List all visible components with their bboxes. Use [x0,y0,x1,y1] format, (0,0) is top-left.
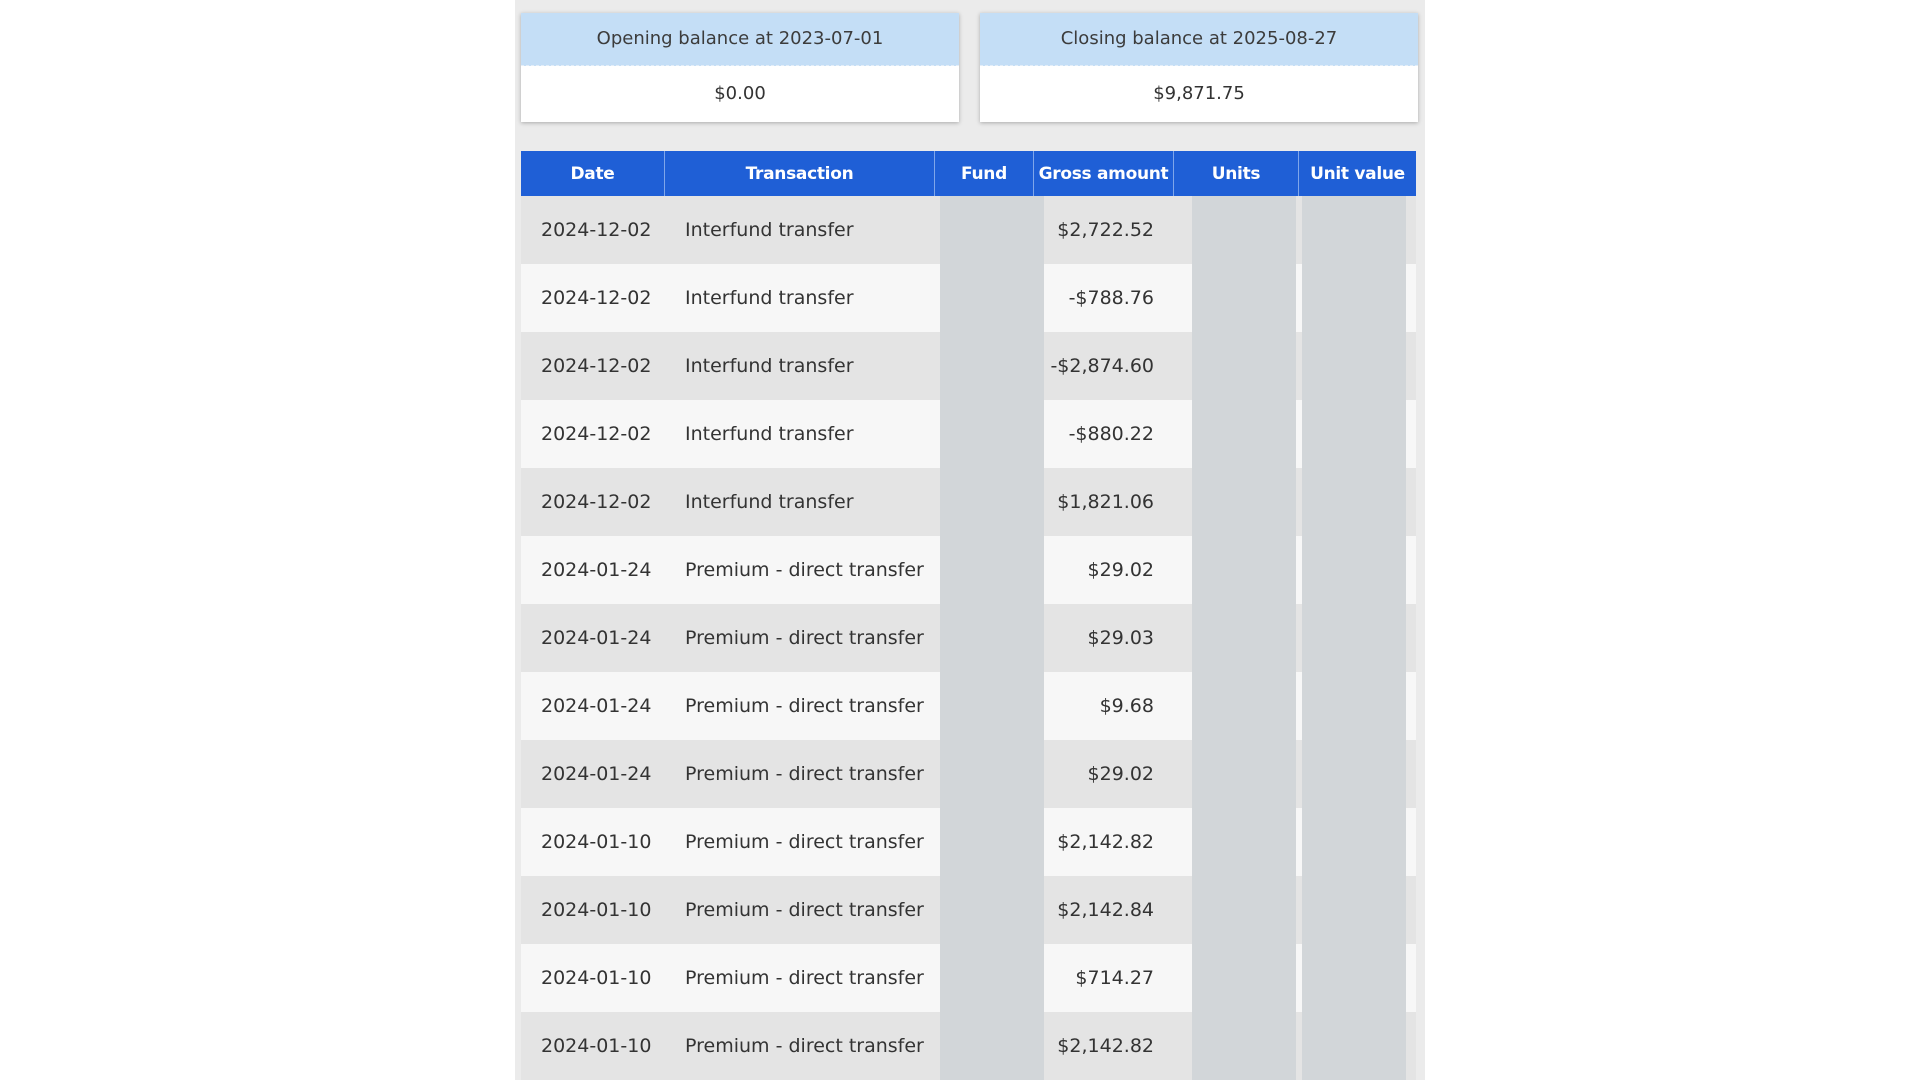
table-row[interactable] [521,196,1416,264]
cell-gross-amount: -$2,874.60 [1050,355,1154,377]
cell-units [1192,264,1296,332]
cell-date: 2024-01-24 [541,559,652,581]
cell-fund [940,876,1044,944]
cell-gross-amount: $1,821.06 [1057,491,1154,513]
cell-unit-value [1302,1012,1406,1080]
cell-date: 2024-01-10 [541,899,652,921]
table-header [521,151,1416,196]
cell-units [1192,672,1296,740]
table-row[interactable] [521,332,1416,400]
table-row[interactable] [521,876,1416,944]
cell-units [1192,740,1296,808]
cell-transaction: Interfund transfer [685,355,854,377]
cell-units [1192,332,1296,400]
transaction-panel [515,0,1425,1080]
row-spacer [1406,944,1416,1012]
table-row[interactable] [521,808,1416,876]
cell-unit-value [1302,740,1406,808]
cell-unit-value [1302,536,1406,604]
cell-units [1192,808,1296,876]
column-header-unit-value[interactable]: Unit value [1310,163,1405,184]
row-spacer [1406,1012,1416,1080]
cell-transaction: Interfund transfer [685,287,854,309]
cell-unit-value [1302,400,1406,468]
table-row[interactable] [521,604,1416,672]
cell-gross-amount: $714.27 [1075,967,1154,989]
table-row[interactable] [521,672,1416,740]
cell-fund [940,332,1044,400]
cell-units [1192,944,1296,1012]
cell-fund [940,1012,1044,1080]
row-spacer [1406,876,1416,944]
cell-fund [940,536,1044,604]
cell-fund [940,468,1044,536]
cell-gross-amount: $2,722.52 [1057,219,1154,241]
cell-date: 2024-01-24 [541,763,652,785]
row-spacer [1406,468,1416,536]
cell-gross-amount: $2,142.84 [1057,899,1154,921]
cell-unit-value [1302,264,1406,332]
cell-unit-value [1302,944,1406,1012]
closing-balance-label: Closing balance at 2025-08-27 [980,13,1418,66]
cell-transaction: Interfund transfer [685,491,854,513]
cell-gross-amount: -$880.22 [1068,423,1154,445]
cell-transaction: Interfund transfer [685,219,854,241]
cell-fund [940,400,1044,468]
row-spacer [1406,536,1416,604]
cell-unit-value [1302,808,1406,876]
transactions-table [521,151,1416,1080]
cell-fund [940,264,1044,332]
column-header-gross-amount[interactable]: Gross amount [1034,151,1174,196]
cell-transaction: Premium - direct transfer [685,627,924,649]
opening-balance-label: Opening balance at 2023-07-01 [521,13,959,66]
cell-date: 2024-12-02 [541,491,652,513]
cell-fund [940,808,1044,876]
cell-unit-value [1302,876,1406,944]
cell-date: 2024-01-10 [541,1035,652,1057]
cell-date: 2024-12-02 [541,423,652,445]
cell-gross-amount: $9.68 [1099,695,1154,717]
row-spacer [1406,808,1416,876]
row-spacer [1406,196,1416,264]
row-spacer [1406,740,1416,808]
cell-units [1192,400,1296,468]
cell-units [1192,536,1296,604]
cell-units [1192,468,1296,536]
cell-gross-amount: -$788.76 [1068,287,1154,309]
cell-units [1192,196,1296,264]
column-header-fund[interactable]: Fund [935,151,1034,196]
cell-date: 2024-01-24 [541,627,652,649]
cell-transaction: Premium - direct transfer [685,763,924,785]
cell-unit-value [1302,468,1406,536]
cell-transaction: Interfund transfer [685,423,854,445]
column-header-transaction[interactable]: Transaction [665,151,935,196]
row-spacer [1406,604,1416,672]
cell-fund [940,196,1044,264]
row-spacer [1406,264,1416,332]
cell-unit-value [1302,196,1406,264]
cell-gross-amount: $29.02 [1087,559,1154,581]
cell-transaction: Premium - direct transfer [685,1035,924,1057]
cell-gross-amount: $29.03 [1087,627,1154,649]
table-row[interactable] [521,740,1416,808]
cell-date: 2024-01-10 [541,967,652,989]
cell-transaction: Premium - direct transfer [685,831,924,853]
cell-gross-amount: $29.02 [1087,763,1154,785]
table-row[interactable] [521,468,1416,536]
cell-date: 2024-12-02 [541,219,652,241]
cell-unit-value [1302,604,1406,672]
closing-balance-card [980,13,1418,122]
cell-transaction: Premium - direct transfer [685,967,924,989]
row-spacer [1406,332,1416,400]
cell-units [1192,876,1296,944]
cell-date: 2024-01-24 [541,695,652,717]
cell-units [1192,604,1296,672]
cell-transaction: Premium - direct transfer [685,695,924,717]
cell-gross-amount: $2,142.82 [1057,831,1154,853]
opening-balance-card [521,13,959,122]
table-row[interactable] [521,400,1416,468]
column-header-date[interactable]: Date [521,151,665,196]
cell-gross-amount: $2,142.82 [1057,1035,1154,1057]
cell-unit-value [1302,672,1406,740]
cell-transaction: Premium - direct transfer [685,899,924,921]
opening-balance-value: $0.00 [714,83,766,104]
cell-fund [940,604,1044,672]
cell-transaction: Premium - direct transfer [685,559,924,581]
cell-fund [940,740,1044,808]
closing-balance-value: $9,871.75 [1153,83,1245,104]
cell-date: 2024-01-10 [541,831,652,853]
table-row[interactable] [521,536,1416,604]
cell-unit-value [1302,332,1406,400]
cell-date: 2024-12-02 [541,355,652,377]
table-row[interactable] [521,264,1416,332]
row-spacer [1406,400,1416,468]
cell-fund [940,672,1044,740]
table-row[interactable] [521,944,1416,1012]
row-spacer [1406,672,1416,740]
cell-date: 2024-12-02 [541,287,652,309]
table-body [521,196,1416,1080]
cell-fund [940,944,1044,1012]
cell-units [1192,1012,1296,1080]
table-row[interactable] [521,1012,1416,1080]
column-header-units[interactable]: Units [1174,151,1299,196]
